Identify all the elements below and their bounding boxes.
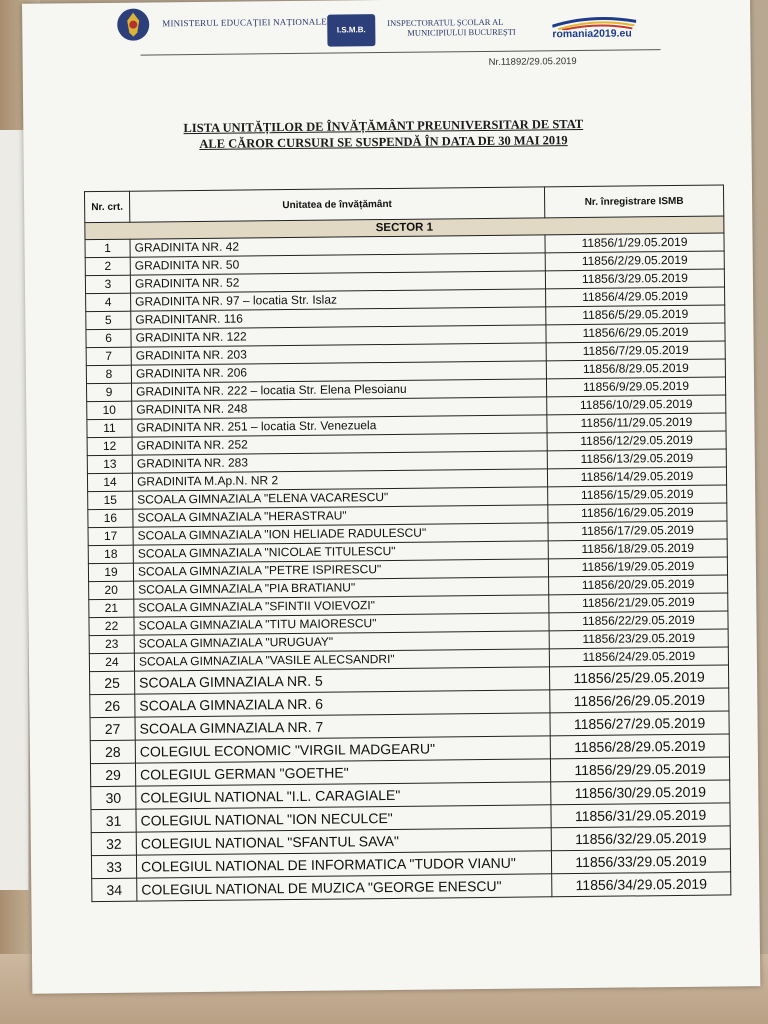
row-registration-number: 11856/14/29.05.2019 (547, 467, 726, 487)
row-registration-number: 11856/24/29.05.2019 (549, 647, 728, 667)
row-number: 15 (88, 491, 133, 509)
schools-table (84, 184, 731, 902)
title-line2: ALE CĂROR CURSURI SE SUSPENDĂ ÎN DATA DE 30 MAI 2019 (199, 133, 568, 151)
row-number: 3 (85, 275, 130, 293)
row-registration-number: 11856/2/29.05.2019 (545, 251, 724, 271)
row-registration-number: 11856/10/29.05.2019 (547, 395, 726, 415)
header-unit: Unitatea de învățământ (129, 187, 544, 222)
row-unit-name: SCOALA GIMNAZIALA NR. 7 (135, 713, 550, 740)
romania2019-logo-text: romania2019.eu (552, 27, 632, 41)
row-unit-name: GRADINITA NR. 97 – locatia Str. Islaz (131, 289, 546, 311)
row-number: 16 (88, 509, 133, 527)
row-number: 27 (90, 717, 135, 740)
row-registration-number: 11856/9/29.05.2019 (546, 377, 725, 397)
row-registration-number: 11856/3/29.05.2019 (545, 269, 724, 289)
row-registration-number: 11856/15/29.05.2019 (548, 485, 727, 505)
row-number: 19 (88, 563, 133, 581)
row-unit-name: SCOALA GIMNAZIALA "TITU MAIORESCU" (134, 613, 549, 635)
row-number: 18 (88, 545, 133, 563)
row-unit-name: SCOALA GIMNAZIALA "SFINTII VOIEVOZI" (134, 595, 549, 617)
row-registration-number: 11856/31/29.05.2019 (551, 803, 730, 828)
row-number: 32 (91, 832, 136, 855)
row-unit-name: SCOALA GIMNAZIALA "PIA BRATIANU" (134, 577, 549, 599)
row-registration-number: 11856/19/29.05.2019 (548, 557, 727, 577)
row-registration-number: 11856/30/29.05.2019 (551, 780, 730, 805)
row-number: 5 (86, 311, 131, 329)
row-unit-name: GRADINITA NR. 222 – locatia Str. Elena Plesoianu (131, 379, 546, 401)
row-unit-name: GRADINITA NR. 50 (130, 253, 545, 275)
row-unit-name: GRADINITA NR. 252 (132, 433, 547, 455)
row-number: 10 (87, 401, 132, 419)
row-number: 29 (90, 763, 135, 786)
inspectorate-line1: INSPECTORATUL ȘCOLAR AL (387, 16, 504, 28)
row-registration-number: 11856/18/29.05.2019 (548, 539, 727, 559)
row-unit-name: GRADINITA NR. 203 (131, 343, 546, 365)
row-registration-number: 11856/23/29.05.2019 (549, 629, 728, 649)
ismb-logo-icon (327, 14, 375, 47)
row-number: 22 (89, 617, 134, 635)
row-number: 8 (86, 365, 131, 383)
row-number: 34 (92, 878, 137, 901)
row-registration-number: 11856/16/29.05.2019 (548, 503, 727, 523)
row-unit-name: COLEGIUL NATIONAL "SFANTUL SAVA" (136, 828, 551, 855)
row-number: 26 (90, 694, 135, 717)
row-number: 6 (86, 329, 131, 347)
row-registration-number: 11856/17/29.05.2019 (548, 521, 727, 541)
row-registration-number: 11856/12/29.05.2019 (547, 431, 726, 451)
row-number: 31 (91, 809, 136, 832)
inspectorate-name (387, 17, 516, 38)
row-registration-number: 11856/32/29.05.2019 (551, 826, 730, 851)
row-unit-name: GRADINITA NR. 248 (132, 397, 547, 419)
row-registration-number: 11856/4/29.05.2019 (546, 287, 725, 307)
row-registration-number: 11856/6/29.05.2019 (546, 323, 725, 343)
row-registration-number: 11856/26/29.05.2019 (550, 688, 729, 713)
row-number: 30 (91, 786, 136, 809)
row-number: 13 (87, 455, 132, 473)
row-unit-name: SCOALA GIMNAZIALA "URUGUAY" (134, 631, 549, 653)
row-registration-number: 11856/21/29.05.2019 (549, 593, 728, 613)
row-number: 1 (85, 239, 130, 257)
row-unit-name: GRADINITA NR. 122 (131, 325, 546, 347)
row-number: 24 (89, 653, 134, 671)
row-registration-number: 11856/28/29.05.2019 (550, 734, 729, 759)
row-registration-number: 11856/7/29.05.2019 (546, 341, 725, 361)
row-number: 23 (89, 635, 134, 653)
document-number: Nr.11892/29.05.2019 (488, 56, 577, 68)
header-nr: Nr. crt. (84, 191, 129, 222)
row-unit-name: GRADINITA NR. 42 (130, 235, 545, 257)
document-page (22, 0, 760, 994)
row-unit-name: SCOALA GIMNAZIALA "ELENA VACARESCU" (133, 487, 548, 509)
row-unit-name: SCOALA GIMNAZIALA "ION HELIADE RADULESCU" (133, 523, 548, 545)
row-unit-name: GRADINITA M.Ap.N. NR 2 (132, 469, 547, 491)
row-unit-name: COLEGIUL ECONOMIC "VIRGIL MADGEARU" (135, 736, 550, 763)
inspectorate-line2: MUNICIPIULUI BUCUREȘTI (407, 26, 516, 38)
row-number: 9 (87, 383, 132, 401)
row-number: 11 (87, 419, 132, 437)
row-registration-number: 11856/27/29.05.2019 (550, 711, 729, 736)
row-registration-number: 11856/5/29.05.2019 (546, 305, 725, 325)
row-unit-name: COLEGIUL NATIONAL DE MUZICA "GEORGE ENESCU" (137, 874, 552, 901)
row-number: 33 (91, 855, 136, 878)
row-unit-name: COLEGIUL NATIONAL DE INFORMATICA "TUDOR VIANU" (136, 851, 551, 878)
row-number: 14 (87, 473, 132, 491)
row-number: 21 (89, 599, 134, 617)
row-registration-number: 11856/13/29.05.2019 (547, 449, 726, 469)
row-registration-number: 11856/1/29.05.2019 (545, 233, 724, 253)
header-reg: Nr. înregistrare ISMB (544, 185, 723, 218)
row-unit-name: COLEGIUL NATIONAL "ION NECULCE" (136, 805, 551, 832)
row-number: 20 (89, 581, 134, 599)
row-registration-number: 11856/34/29.05.2019 (552, 872, 731, 897)
row-registration-number: 11856/20/29.05.2019 (549, 575, 728, 595)
title-line1: LISTA UNITĂȚILOR DE ÎNVĂȚĂMÂNT PREUNIVERSITAR DE STAT (183, 116, 584, 136)
table-body (85, 216, 731, 902)
row-registration-number: 11856/11/29.05.2019 (547, 413, 726, 433)
row-unit-name: GRADINITA NR. 206 (131, 361, 546, 383)
row-unit-name: SCOALA GIMNAZIALA "HERASTRAU" (133, 505, 548, 527)
row-unit-name: COLEGIUL NATIONAL "I.L. CARAGIALE" (136, 782, 551, 809)
row-number: 2 (85, 257, 130, 275)
row-unit-name: COLEGIUL GERMAN "GOETHE" (135, 759, 550, 786)
row-unit-name: GRADINITA NR. 52 (130, 271, 545, 293)
row-registration-number: 11856/25/29.05.2019 (549, 665, 728, 690)
row-number: 25 (90, 671, 135, 694)
row-unit-name: SCOALA GIMNAZIALA "VASILE ALECSANDRI" (134, 649, 549, 671)
row-unit-name: GRADINITA NR. 251 – locatia Str. Venezuela (132, 415, 547, 437)
row-registration-number: 11856/22/29.05.2019 (549, 611, 728, 631)
row-unit-name: SCOALA GIMNAZIALA NR. 5 (135, 667, 550, 694)
row-number: 12 (87, 437, 132, 455)
row-unit-name: SCOALA GIMNAZIALA "PETRE ISPIRESCU" (133, 559, 548, 581)
document-title (123, 115, 643, 152)
row-number: 28 (90, 740, 135, 763)
row-unit-name: GRADINITANR. 116 (131, 307, 546, 329)
row-unit-name: SCOALA GIMNAZIALA NR. 6 (135, 690, 550, 717)
row-registration-number: 11856/33/29.05.2019 (551, 849, 730, 874)
row-unit-name: GRADINITA NR. 283 (132, 451, 547, 473)
ministry-name: MINISTERUL EDUCAȚIEI NAȚIONALE (162, 16, 327, 29)
row-registration-number: 11856/29/29.05.2019 (550, 757, 729, 782)
row-unit-name: SCOALA GIMNAZIALA "NICOLAE TITULESCU" (133, 541, 548, 563)
row-number: 7 (86, 347, 131, 365)
ministry-crest-icon (112, 6, 154, 42)
ismb-logo-text: I.S.M.B. (336, 25, 366, 35)
sector-label: SECTOR 1 (85, 216, 724, 240)
row-number: 17 (88, 527, 133, 545)
row-registration-number: 11856/8/29.05.2019 (546, 359, 725, 379)
row-number: 4 (86, 293, 131, 311)
